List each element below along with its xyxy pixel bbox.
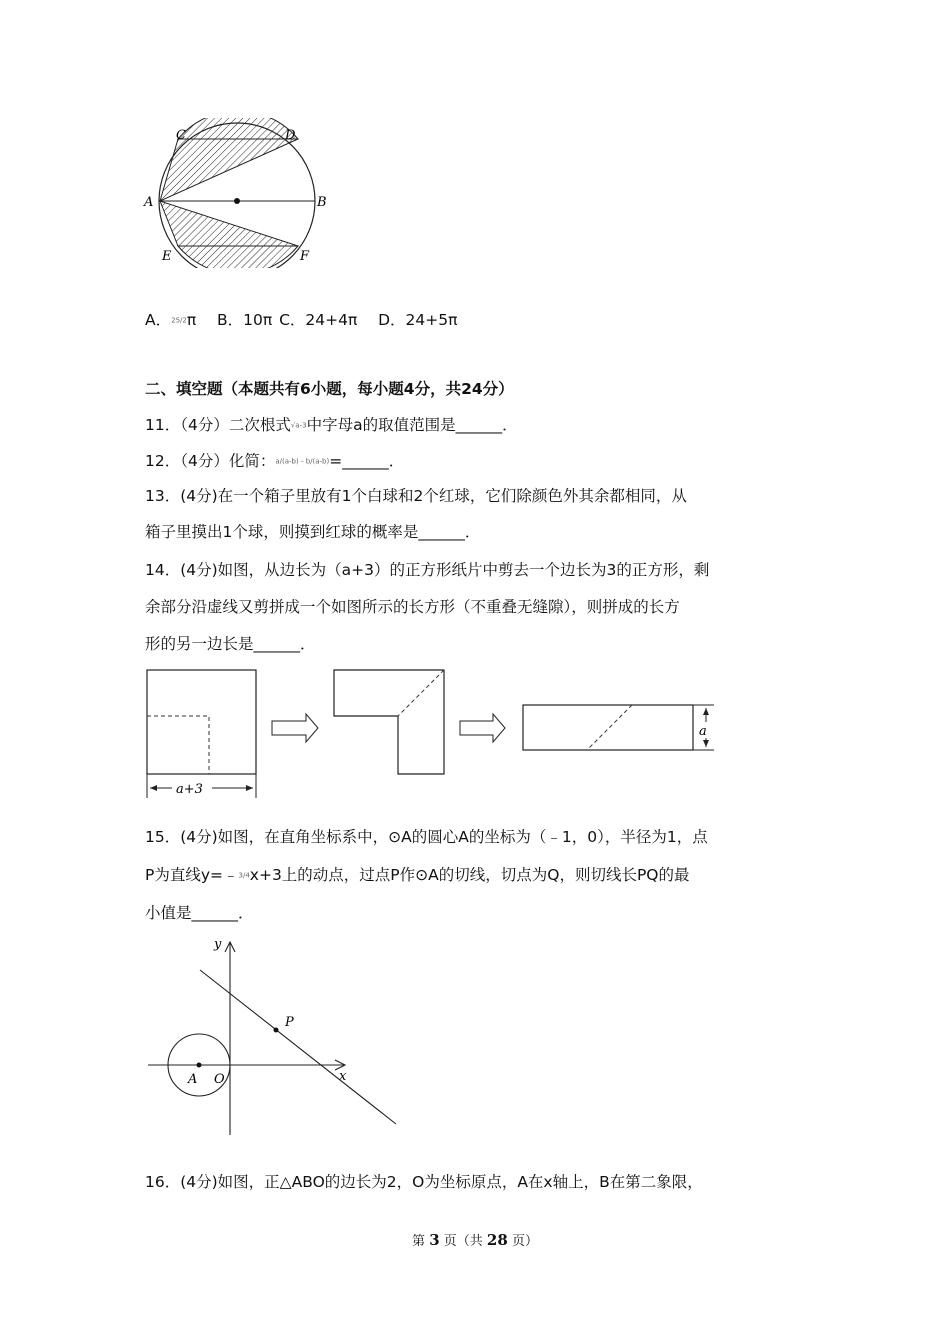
fraction-expression: a/(a-b) - b/(a-b)	[275, 457, 330, 466]
l-shape	[334, 670, 444, 774]
question-14-line-2: 余部分沿虚线又剪拼成一个如图所示的长方形（不重叠无缝隙），则拼成的长方	[145, 598, 680, 616]
page-footer: 第 3 页（共 28 页）	[412, 1231, 538, 1249]
result-rectangle	[523, 705, 693, 750]
option-d: D．24+5π	[378, 311, 458, 329]
label-y: y	[214, 937, 222, 952]
circle-figure	[140, 118, 340, 268]
page-number: 3	[429, 1231, 440, 1249]
big-square	[147, 670, 256, 774]
q10-options	[145, 309, 457, 332]
center-point	[234, 198, 240, 204]
question-16-line-1: 16．(4分)如图，正△ABO的边长为2，O为坐标原点，A在x轴上，B在第二象限，	[145, 1173, 703, 1191]
label-a: A	[188, 1072, 198, 1087]
question-11: 11．（4分）二次根式√a-3中字母a的取值范围是______．	[145, 416, 518, 434]
option-a: A．25/2π	[145, 311, 197, 329]
label-c: C	[176, 128, 186, 143]
line-y-equals	[200, 970, 396, 1124]
label-a-plus-3: a+3	[176, 782, 203, 797]
section-2-title: 二、填空题（本题共有6小题，每小题4分，共24分）	[145, 380, 514, 398]
option-b: B．10π	[216, 311, 273, 329]
hatched-bottom-segment	[178, 246, 298, 268]
label-d: D	[285, 128, 296, 143]
question-15-line-2: P为直线y=﹣3/4x+3上的动点，过点P作⊙A的切线，切点为Q，则切线长PQ的最	[145, 866, 690, 884]
option-c: C．24+4π	[279, 311, 358, 329]
label-b: B	[317, 195, 327, 210]
label-e: E	[162, 249, 172, 264]
label-a: A	[144, 195, 154, 210]
question-12: 12．（4分）化简：a/(a-b) - b/(a-b)=______．	[145, 452, 405, 470]
point-a	[197, 1063, 202, 1068]
label-o: O	[214, 1072, 225, 1087]
cut-square-dashed	[147, 716, 209, 774]
point-p	[274, 1028, 279, 1033]
square-cutting-figure	[140, 664, 720, 804]
question-15-line-3: 小值是______．	[145, 904, 254, 922]
total-pages: 28	[486, 1231, 508, 1249]
l-shape-diagonal-cut	[398, 670, 444, 716]
question-13-line-2: 箱子里摸出1个球，则摸到红球的概率是______．	[145, 523, 481, 541]
hatched-upper-region	[160, 139, 298, 201]
transform-arrow-1	[272, 714, 318, 742]
radical-expression: √a-3	[290, 421, 307, 430]
result-diagonal-cut	[587, 705, 632, 750]
label-x: x	[339, 1069, 347, 1084]
label-p: P	[285, 1015, 294, 1030]
question-15-line-1: 15．(4分)如图，在直角坐标系中，⊙A的圆心A的坐标为（﹣1，0），半径为1，点	[145, 828, 708, 846]
question-14-line-1: 14．(4分)如图，从边长为（a+3）的正方形纸片中剪去一个边长为3的正方形，剩	[145, 561, 710, 579]
coordinate-figure	[140, 932, 410, 1142]
transform-arrow-2	[460, 714, 505, 742]
label-f: F	[300, 249, 310, 264]
question-13-line-1: 13．(4分)在一个箱子里放有1个白球和2个红球，它们除颜色外其余都相同，从	[145, 487, 687, 505]
hatched-lower-region	[160, 201, 298, 246]
label-a-height: a	[699, 724, 707, 739]
fraction-three-quarters: 3/4	[238, 871, 250, 880]
question-14-line-3: 形的另一边长是______．	[145, 635, 316, 653]
